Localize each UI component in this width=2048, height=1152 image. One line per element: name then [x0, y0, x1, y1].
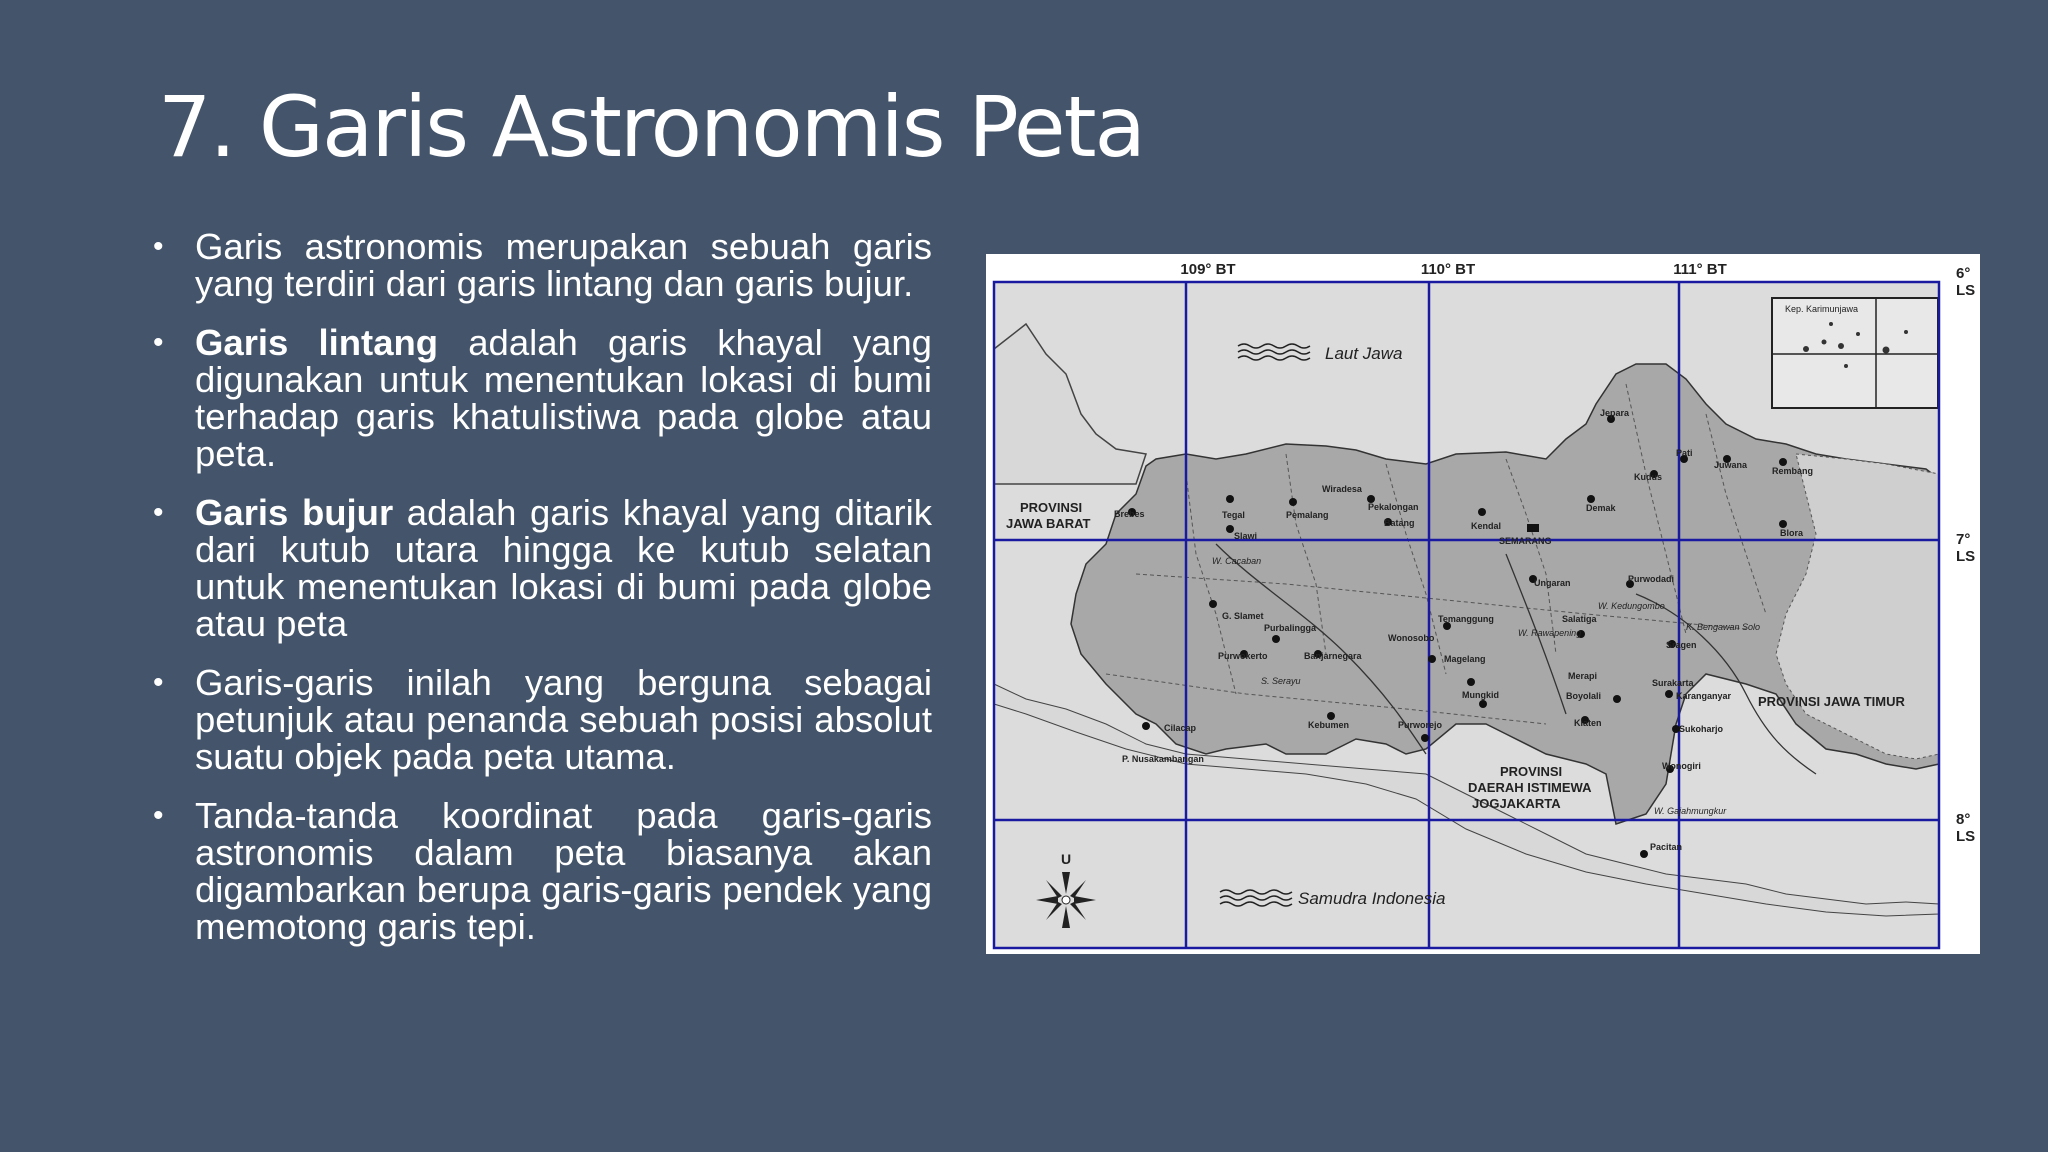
lon-label: 110° BT: [1420, 261, 1476, 278]
city-label: Temanggung: [1438, 614, 1494, 624]
city-label: Wonogiri: [1662, 761, 1701, 771]
city-label: Batang: [1384, 518, 1415, 528]
city-label: Magelang: [1444, 654, 1486, 664]
bullet-dot: •: [153, 230, 164, 263]
bullet-text: Garis astronomis merupakan sebuah garis yang terdiri dari garis lintang dan garis bujur.: [195, 226, 932, 304]
city-label: SEMARANG: [1499, 536, 1552, 546]
inset-karimunjawa: [1772, 298, 1938, 408]
province-label: PROVINSI: [1500, 764, 1563, 779]
bullet-bold: Garis lintang: [195, 322, 439, 363]
bullet-item: [150, 324, 932, 472]
city-label: Demak: [1586, 503, 1616, 513]
lat-label-unit: LS: [1956, 548, 1976, 565]
city-label: Karanganyar: [1676, 691, 1732, 701]
river-label: W. Rawapening: [1518, 628, 1582, 638]
lon-label: 109° BT: [1180, 261, 1236, 278]
river-label: W. Cacaban: [1212, 556, 1262, 566]
city-label: Kebumen: [1308, 720, 1350, 730]
city-label: Purwodadi: [1628, 574, 1675, 584]
bullet-dot: •: [153, 326, 164, 359]
city-label: Banjarnegara: [1304, 651, 1362, 661]
bullet-text: Tanda-tanda koordinat pada garis-garis astronomis dalam peta biasanya akan digambarkan berupa garis-garis pendek yang memotong garis tepi.: [195, 795, 932, 947]
city-label: Surakarta: [1652, 678, 1694, 688]
city-label: Jepara: [1600, 408, 1630, 418]
city-label: G. Slamet: [1222, 611, 1264, 621]
city-label: P. Nusakambangan: [1122, 754, 1204, 764]
lat-label-unit: LS: [1956, 828, 1976, 845]
province-label: JAWA BARAT: [1006, 516, 1091, 531]
bullet-list: [150, 228, 932, 967]
inset-label: Kep. Karimunjawa: [1785, 304, 1859, 314]
city-label: Rembang: [1772, 466, 1814, 476]
lat-label-unit: LS: [1956, 282, 1976, 299]
bullet-dot: •: [153, 799, 164, 832]
city-label: Pekalongan: [1368, 502, 1419, 512]
city-label: Purwokerto: [1218, 651, 1268, 661]
river-label: W. Kedungombo: [1598, 601, 1665, 611]
lat-label: 7°: [1956, 531, 1971, 548]
bullet-dot: •: [153, 496, 164, 529]
bullet-dot: •: [153, 666, 164, 699]
lon-label: 111° BT: [1673, 261, 1727, 278]
city-label: Juwana: [1714, 460, 1748, 470]
sea-label-south: Samudra Indonesia: [1298, 889, 1446, 908]
bullet-item: [150, 494, 932, 642]
north-label: U: [1061, 851, 1072, 867]
province-label: JOGJAKARTA: [1472, 796, 1561, 811]
lat-label: 8°: [1956, 811, 1971, 828]
city-label: Cilacap: [1164, 723, 1197, 733]
city-label: Ungaran: [1534, 578, 1571, 588]
city-label: Kendal: [1471, 521, 1502, 531]
province-label: PROVINSI JAWA TIMUR: [1758, 694, 1905, 709]
city-label: Pacitan: [1650, 842, 1683, 852]
province-label: PROVINSI: [1020, 500, 1083, 515]
city-label: Tegal: [1222, 510, 1245, 520]
bullet-item: [150, 664, 932, 775]
city-label: Salatiga: [1562, 614, 1597, 624]
province-label: DAERAH ISTIMEWA: [1468, 780, 1592, 795]
city-label: Purbalingga: [1264, 623, 1317, 633]
bullet-item: [150, 228, 932, 302]
city-label: Boyolali: [1566, 691, 1602, 701]
lat-label: 6°: [1956, 265, 1971, 282]
city-label: Sragen: [1666, 640, 1697, 650]
city-label: Wonosobo: [1388, 633, 1435, 643]
city-label: Blora: [1780, 528, 1804, 538]
bullet-text: adalah garis khayal yang digunakan untuk menentukan lokasi di bumi terhadap garis khatulistiwa pada globe atau peta.: [195, 322, 932, 474]
sea-label-north: Laut Jawa: [1325, 344, 1403, 363]
city-label: Purworejo: [1398, 720, 1443, 730]
city-label: Mungkid: [1462, 690, 1499, 700]
central-java-map: [986, 254, 1980, 954]
city-label: Merapi: [1568, 671, 1598, 681]
slide-title: 7. Garis Astronomis Peta: [158, 78, 1145, 176]
city-label: Pati: [1676, 448, 1693, 458]
bullet-bold: Garis bujur: [195, 492, 394, 533]
city-label: Brebes: [1114, 509, 1145, 519]
bullet-item: [150, 797, 932, 945]
bullet-text: Garis-garis inilah yang berguna sebagai petunjuk atau penanda sebuah posisi absolut suatu objek pada peta utama.: [195, 662, 932, 777]
city-label: Kudus: [1634, 472, 1662, 482]
city-label: Sukoharjo: [1679, 724, 1724, 734]
bullet-text: adalah garis khayal yang ditarik dari kutub utara hingga ke kutub selatan untuk menentukan lokasi di bumi pada globe atau peta: [195, 492, 932, 644]
river-label: W. Gajahmungkur: [1654, 806, 1727, 816]
river-label: K. Bengawan Solo: [1686, 622, 1761, 632]
river-label: S. Serayu: [1261, 676, 1301, 686]
city-label: Slawi: [1234, 531, 1258, 541]
map-svg: [986, 254, 1980, 954]
city-label: Klaten: [1574, 718, 1602, 728]
city-label: Wiradesa: [1322, 484, 1362, 494]
city-label: Pemalang: [1286, 510, 1329, 520]
